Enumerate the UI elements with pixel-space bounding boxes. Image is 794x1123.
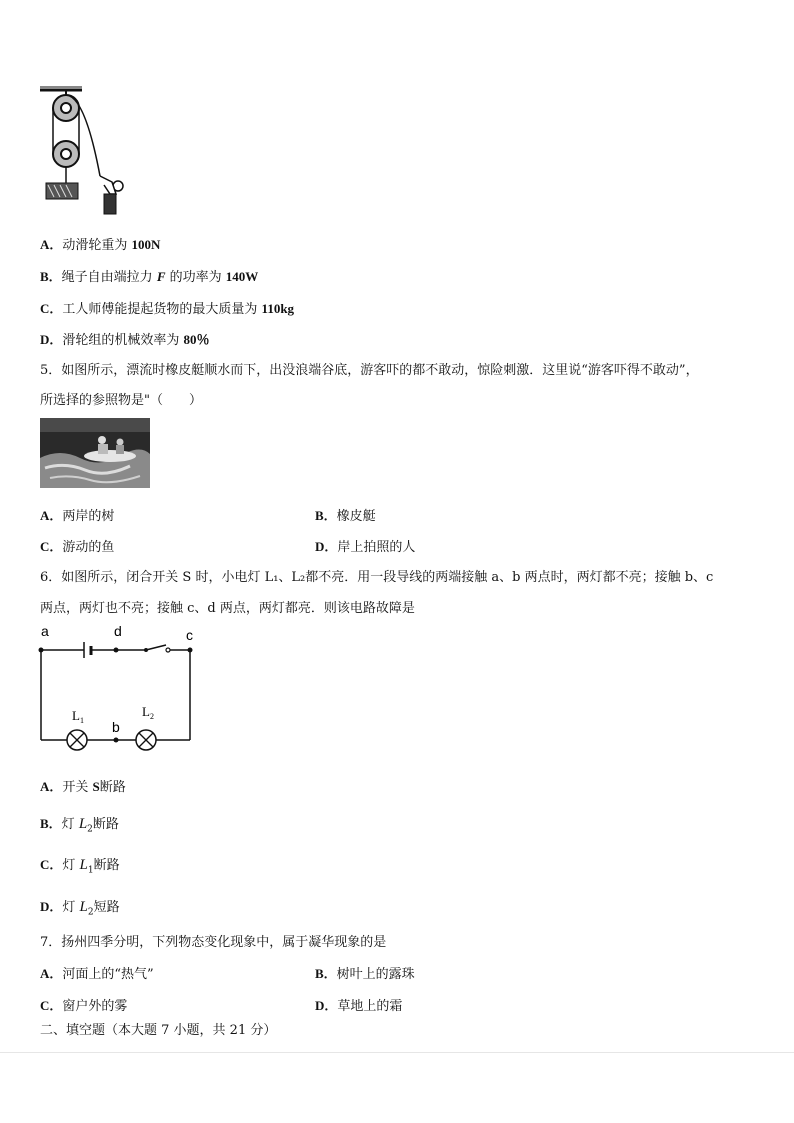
pulley-figure (40, 86, 130, 216)
rafting-photo (40, 418, 150, 488)
q4-option-a[interactable]: A．动滑轮重为 100N (40, 237, 161, 253)
q4-option-d[interactable]: D．滑轮组的机械效率为 80％ (40, 332, 210, 348)
circuit-label-l1: $L_1$ (72, 708, 84, 725)
q6-option-a[interactable]: A．开关 S断路 (40, 779, 126, 795)
circuit-diagram (34, 622, 204, 762)
q5-stem-line2: 所选择的参照物是"（ ） (40, 393, 202, 408)
q5-option-a[interactable]: A．两岸的树 (40, 508, 115, 524)
q6-stem-line1: 6．如图所示，闭合开关 S 时，小电灯 L₁、L₂都不亮．用一段导线的两端接触 a、b 两点时，两灯都不亮；接触 b、c (40, 570, 714, 585)
q4-option-c[interactable]: C．工人师傅能提起货物的最大质量为 110kg (40, 301, 295, 317)
q5-option-c[interactable]: C．游动的鱼 (40, 539, 115, 555)
q7-option-b[interactable]: B．树叶上的露珠 (315, 966, 415, 982)
circuit-label-l2: $L_2$ (142, 704, 154, 721)
circuit-label-a: a (41, 623, 49, 639)
q7-option-d[interactable]: D．草地上的霜 (315, 998, 403, 1014)
q6-option-c[interactable]: C．灯 $L_1$断路 (40, 857, 120, 876)
q7-option-a[interactable]: A．河面上的“热气” (40, 966, 154, 982)
page-bottom-divider (0, 1052, 794, 1053)
q5-option-b[interactable]: B．橡皮艇 (315, 508, 376, 524)
q7-stem: 7．扬州四季分明，下列物态变化现象中，属于凝华现象的是 (40, 935, 387, 950)
q6-stem-line2: 两点，两灯也不亮；接触 c、d 两点，两灯都亮．则该电路故障是 (40, 601, 415, 616)
circuit-label-b: b (112, 719, 120, 735)
circuit-label-c: c (186, 627, 193, 643)
q5-option-d[interactable]: D．岸上拍照的人 (315, 539, 416, 555)
q5-stem-line1: 5．如图所示，漂流时橡皮艇顺水而下，出没浪端谷底，游客吓的都不敢动，惊险刺激．这里说“游客吓得不敢动”， (40, 363, 699, 378)
circuit-label-d: d (114, 623, 122, 639)
section-2-heading: 二、填空题（本大题 7 小题，共 21 分） (40, 1023, 277, 1038)
q7-option-c[interactable]: C．窗户外的雾 (40, 998, 128, 1014)
q6-option-b[interactable]: B．灯 $L_2$断路 (40, 816, 119, 835)
q4-option-b[interactable]: B．绳子自由端拉力 F 的功率为 140W (40, 269, 259, 285)
q6-option-d[interactable]: D．灯 $L_2$短路 (40, 899, 120, 918)
